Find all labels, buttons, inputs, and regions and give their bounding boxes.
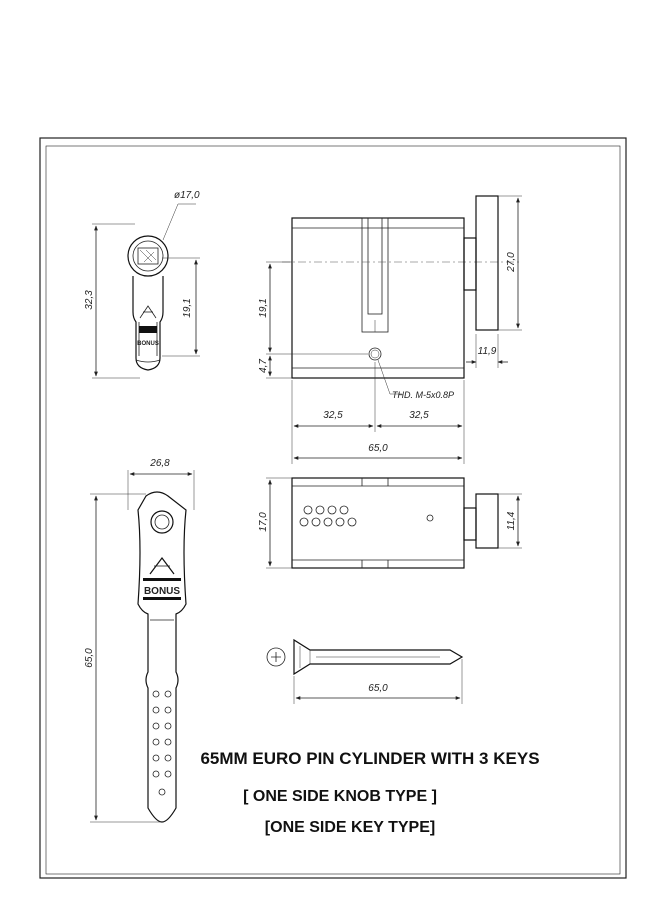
dim-knob-height: 27,0: [506, 252, 517, 272]
dim-profile-height: 32,3: [84, 290, 95, 310]
dim-side-bottom: 4,7: [258, 359, 269, 373]
title-line-3: [ONE SIDE KEY TYPE]: [264, 819, 436, 836]
key-view: [84, 458, 194, 822]
screw-view: [267, 640, 462, 704]
key-dimples: [153, 691, 171, 795]
dim-profile-diameter: ø17,0: [174, 190, 200, 201]
dim-side-height: 19,1: [258, 298, 269, 318]
dim-screw-length: 65,0: [368, 683, 388, 694]
profile-view: [84, 190, 200, 378]
side-view: [258, 196, 522, 464]
profile-logo-text: BONUS: [137, 341, 159, 347]
title-line-1: 65MM EURO PIN CYLINDER WITH 3 KEYS: [200, 749, 540, 768]
key-logo-text: BONUS: [143, 586, 181, 597]
top-view: [258, 478, 522, 568]
profile-logo: [137, 306, 159, 347]
dim-key-width: 26,8: [150, 458, 170, 469]
thread-note: THD. M-5x0.8P: [392, 390, 455, 400]
title-line-2: [ ONE SIDE KNOB TYPE ]: [243, 788, 437, 805]
top-view-pins: [300, 506, 433, 526]
dim-profile-lower: 19,1: [182, 298, 193, 318]
dim-top-height: 17,0: [258, 512, 269, 532]
dim-half-left: 32,5: [323, 410, 343, 421]
dim-half-right: 32,5: [409, 410, 429, 421]
dim-top-knob: 11,4: [506, 511, 517, 531]
dim-key-length: 65,0: [84, 648, 95, 668]
dim-knob-width: 11,9: [477, 346, 497, 357]
dim-total-length: 65,0: [368, 443, 388, 454]
key-logo: [143, 558, 181, 600]
title-block: [200, 749, 539, 836]
